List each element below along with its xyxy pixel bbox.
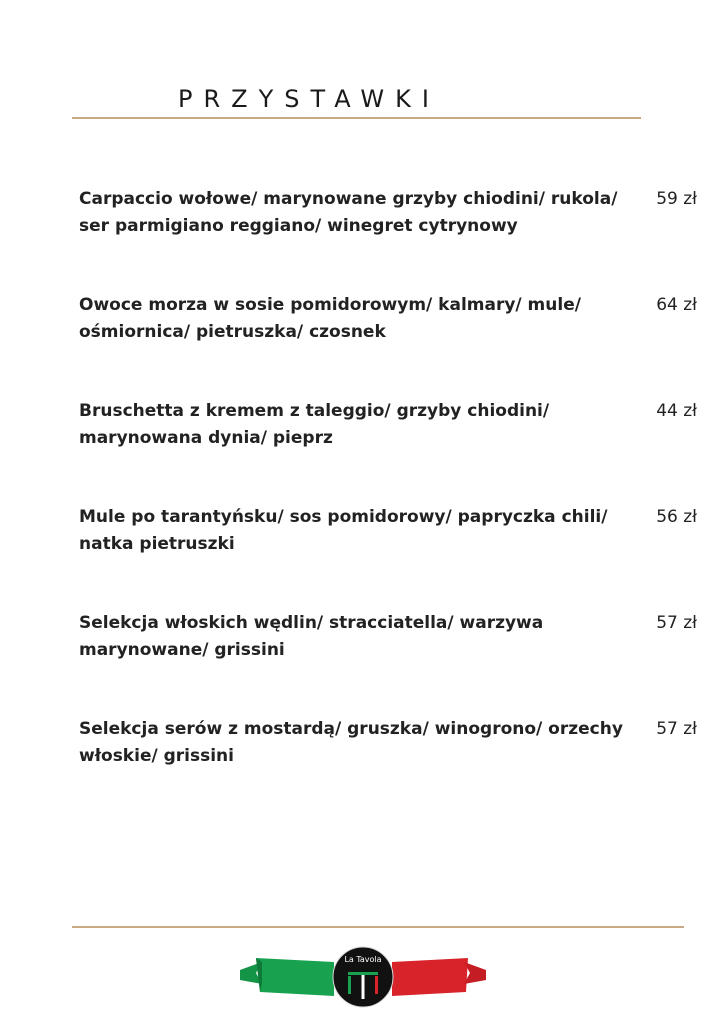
menu-item-price: 44 zł	[656, 401, 697, 421]
menu-item-description: Bruschetta z kremem z taleggio/ grzyby chiodini/ marynowana dynia/ pieprz	[79, 401, 550, 448]
title-divider	[72, 117, 641, 119]
menu-item-price: 59 zł	[656, 189, 697, 209]
section-title: PRZYSTAWKI	[178, 85, 440, 113]
menu-item-description: Carpaccio wołowe/ marynowane grzyby chiodini/ rukola/ ser parmigiano reggiano/ winegret cytrynowy	[79, 189, 618, 236]
menu-item	[79, 186, 699, 292]
menu-item	[79, 610, 699, 716]
menu-item-description: Selekcja serów z mostardą/ gruszka/ winogrono/ orzechy włoskie/ grissini	[79, 719, 623, 766]
menu-item-description: Selekcja włoskich wędlin/ stracciatella/ warzywa marynowane/ grissini	[79, 613, 544, 660]
menu-item	[79, 398, 699, 504]
menu-item-description: Owoce morza w sosie pomidorowym/ kalmary/ mule/ ośmiornica/ pietruszka/ czosnek	[79, 295, 581, 342]
logo-text: La Tavola	[344, 955, 382, 964]
menu-item-price: 64 zł	[656, 295, 697, 315]
menu-item	[79, 716, 699, 822]
menu-item-price: 57 zł	[656, 719, 697, 739]
menu-item	[79, 292, 699, 398]
la-tavola-logo	[238, 942, 488, 1008]
menu-list	[79, 186, 699, 822]
menu-item-description: Mule po tarantyńsku/ sos pomidorowy/ papryczka chili/ natka pietruszki	[79, 507, 608, 554]
footer-divider	[72, 926, 684, 928]
menu-item-price: 57 zł	[656, 613, 697, 633]
menu-item	[79, 504, 699, 610]
ribbon-icon	[238, 942, 488, 1008]
menu-item-price: 56 zł	[656, 507, 697, 527]
